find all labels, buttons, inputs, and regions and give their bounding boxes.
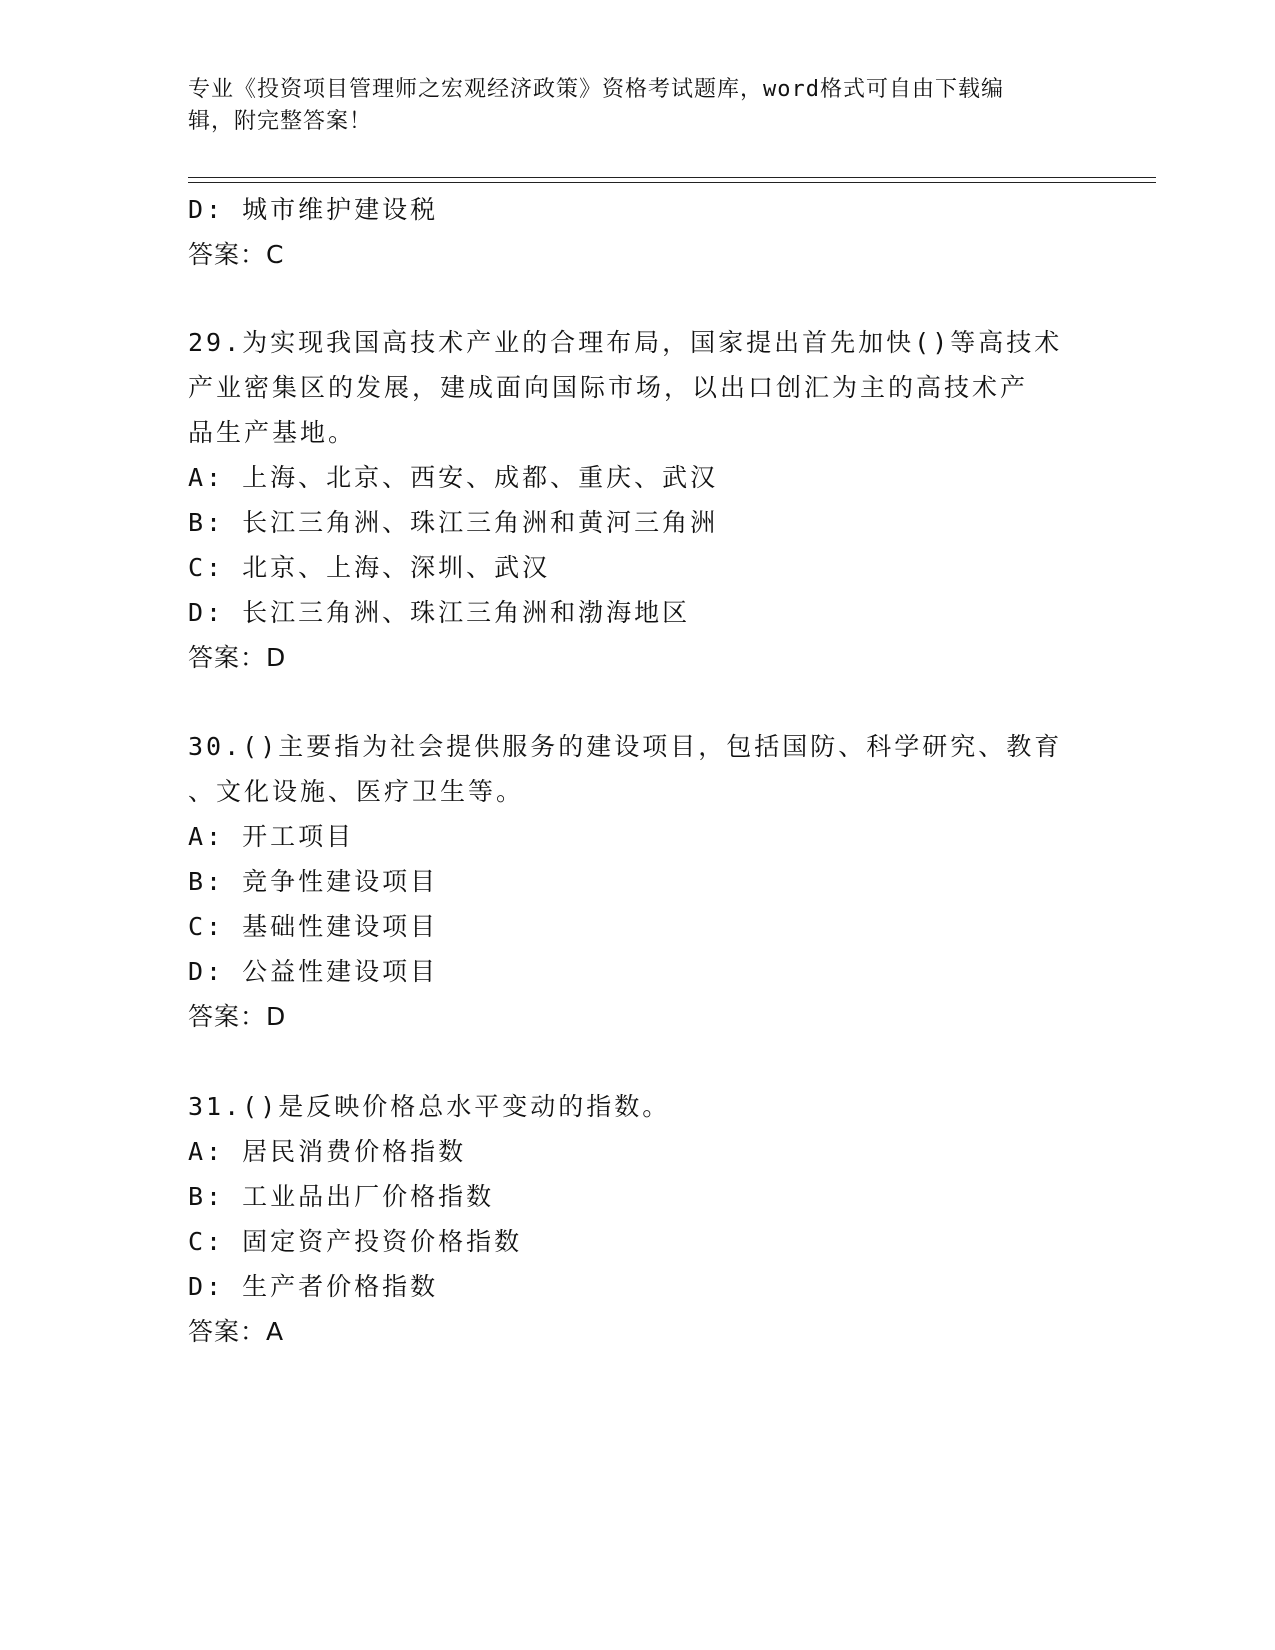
q30-answer: 答案：D: [188, 1002, 287, 1031]
prev-answer: 答案：C: [188, 240, 285, 269]
q31-stem-line-1: 31.()是反映价格总水平变动的指数。: [188, 1092, 671, 1121]
document-header: [188, 74, 1088, 138]
q31-option-d: D: 生产者价格指数: [188, 1272, 439, 1301]
q29-option-c: C: 北京、上海、深圳、武汉: [188, 553, 551, 582]
q29-stem-line-2: 产业密集区的发展，建成面向国际市场，以出口创汇为主的高技术产: [188, 373, 1029, 402]
header-line-2: 辑，附完整答案！: [188, 109, 373, 134]
q29-option-a: A: 上海、北京、西安、成都、重庆、武汉: [188, 463, 719, 492]
header-rule-bottom: [188, 182, 1156, 183]
q31-option-c: C: 固定资产投资价格指数: [188, 1227, 523, 1256]
q30-option-a: A: 开工项目: [188, 822, 355, 851]
q30-option-b: B: 竞争性建设项目: [188, 867, 439, 896]
q29-answer: 答案：D: [188, 643, 287, 672]
q31-option-b: B: 工业品出厂价格指数: [188, 1182, 495, 1211]
q29-option-d: D: 长江三角洲、珠江三角洲和渤海地区: [188, 598, 691, 627]
q31-answer: 答案：A: [188, 1317, 285, 1346]
q30-option-c: C: 基础性建设项目: [188, 912, 439, 941]
prev-option-d: D: 城市维护建设税: [188, 195, 439, 224]
q31-option-a: A: 居民消费价格指数: [188, 1137, 467, 1166]
q29-stem-line-3: 品生产基地。: [188, 418, 357, 447]
q29-option-b: B: 长江三角洲、珠江三角洲和黄河三角洲: [188, 508, 719, 537]
header-line-1: 专业《投资项目管理师之宏观经济政策》资格考试题库，word格式可自由下载编: [188, 77, 1004, 102]
q30-option-d: D: 公益性建设项目: [188, 957, 439, 986]
q30-stem-line-2: 、文化设施、医疗卫生等。: [188, 777, 525, 806]
header-rule-top: [188, 177, 1156, 178]
q30-stem-line-1: 30.()主要指为社会提供服务的建设项目，包括国防、科学研究、教育: [188, 732, 1063, 761]
q29-stem-line-1: 29.为实现我国高技术产业的合理布局，国家提出首先加快()等高技术: [188, 328, 1063, 357]
